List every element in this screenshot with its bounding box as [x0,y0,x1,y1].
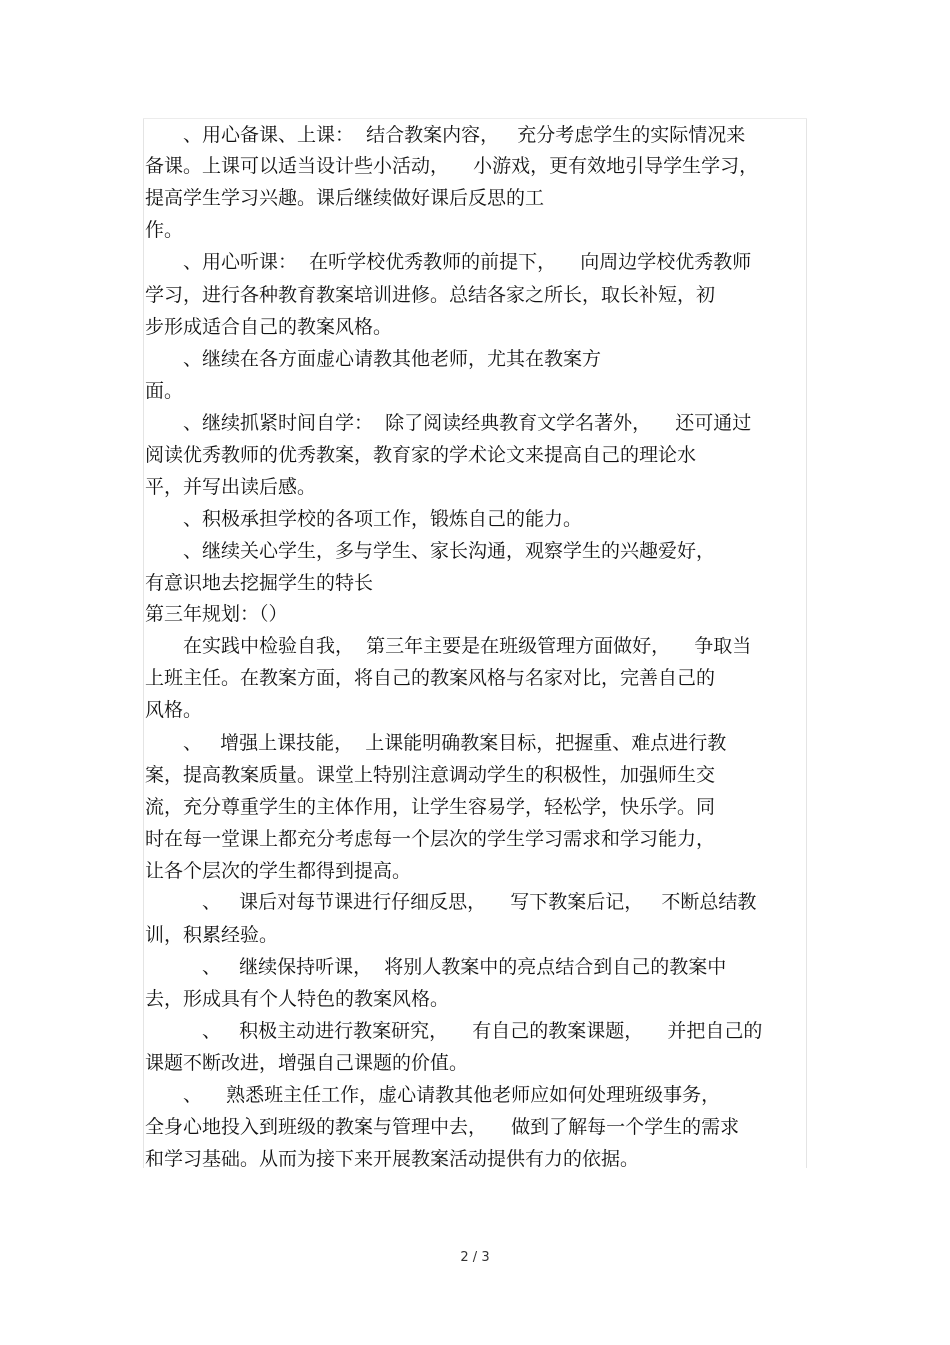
text-line: 风格。 [145,699,203,721]
text-line: 、 增强上课技能， 上课能明确教案目标，把握重、难点进行教 [145,732,727,754]
text-line: 提高学生学习兴趣。课后继续做好课后反思的工 [145,187,545,209]
text-line: 备课。上课可以适当设计些小活动， 小游戏，更有效地引导学生学习， [145,155,759,177]
text-line: 流，充分尊重学生的主体作用，让学生容易学，轻松学，快乐学。同 [145,796,716,818]
text-line: 、 积极主动进行教案研究， 有自己的教案课题， 并把自己的 [145,1020,763,1042]
page-border-left [143,118,144,1168]
text-line: 阅读优秀教师的优秀教案，教育家的学术论文来提高自己的理论水 [145,444,697,466]
text-line: 、继续关心学生，多与学生、家长沟通，观察学生的兴趣爱好， [145,540,716,562]
text-line: 和学习基础。从而为接下来开展教案活动提供有力的依据。 [145,1148,640,1170]
text-line: 上班主任。在教案方面，将自己的教案风格与名家对比，完善自己的 [145,667,716,689]
text-line: 训，积累经验。 [145,924,279,946]
text-line: 有意识地去挖掘学生的特长 [145,572,374,594]
text-line: 让各个层次的学生都得到提高。 [145,860,412,882]
text-line: 、 熟悉班主任工作，虚心请教其他老师应如何处理班级事务， [145,1084,721,1106]
text-line: 去，形成具有个人特色的教案风格。 [145,988,450,1010]
text-line: 时在每一堂课上都充分考虑每一个层次的学生学习需求和学习能力， [145,828,716,850]
text-line: 、 课后对每节课进行仔细反思， 写下教案后记， 不断总结教 [145,891,757,913]
page-border-right [806,118,807,1168]
page-number: 2 / 3 [460,1250,490,1265]
text-line: 、用心备课、上课： 结合教案内容， 充分考虑学生的实际情况来 [145,124,746,146]
text-line: 作。 [145,219,184,241]
text-line: 、积极承担学校的各项工作，锻炼自己的能力。 [145,508,583,530]
text-line: 、继续抓紧时间自学： 除了阅读经典教育文学名著外， 还可通过 [145,412,752,434]
page-border-top [143,118,807,119]
section-heading: 第三年规划：（） [145,603,288,625]
text-line: 面。 [145,380,184,402]
text-line: 、用心听课： 在听学校优秀教师的前提下， 向周边学校优秀教师 [145,251,752,273]
text-line: 学习，进行各种教育教案培训进修。总结各家之所长，取长补短，初 [145,284,716,306]
text-line: 案，提高教案质量。课堂上特别注意调动学生的积极性，加强师生交 [145,764,716,786]
text-line: 平，并写出读后感。 [145,476,317,498]
text-line: 全身心地投入到班级的教案与管理中去， 做到了解每一个学生的需求 [145,1116,740,1138]
text-line: 步形成适合自己的教案风格。 [145,316,393,338]
text-line: 、 继续保持听课， 将别人教案中的亮点结合到自己的教案中 [145,956,727,978]
text-line: 课题不断改进，增强自己课题的价值。 [145,1052,469,1074]
text-line: 在实践中检验自我， 第三年主要是在班级管理方面做好， 争取当 [145,635,752,657]
text-line: 、继续在各方面虚心请教其他老师，尤其在教案方 [145,348,602,370]
